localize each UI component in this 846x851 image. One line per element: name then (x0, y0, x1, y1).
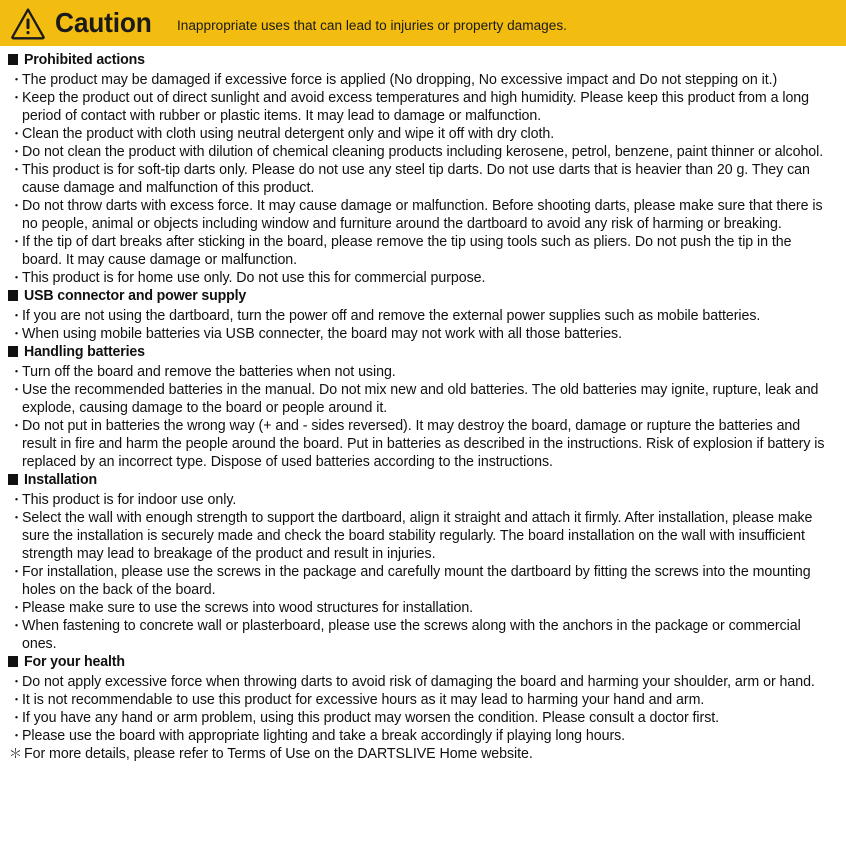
bullet-dot-icon: ・ (10, 692, 24, 707)
bullet-item-text: This product is for home use only. Do not use this for commercial purpose. (22, 270, 486, 286)
bullet-item (8, 161, 840, 197)
bullet-item-text: If you have any hand or arm problem, using this product may worsen the condition. Please consult a doctor first. (22, 710, 720, 726)
bullet-dot-icon: ・ (10, 564, 24, 579)
bullet-item (8, 599, 840, 617)
section-heading (8, 654, 840, 672)
bullet-dot-icon: ・ (10, 674, 24, 689)
section-heading-label: USB connector and power supply (24, 288, 247, 304)
bullet-item-text: This product is for indoor use only. (22, 492, 237, 508)
bullet-dot-icon: ・ (10, 728, 24, 743)
bullet-dot-icon: ・ (10, 90, 24, 105)
bullet-item-text: Select the wall with enough strength to support the dartboard, align it straight and attach it firmly. After installation, please make sure the installation is securely made and check the board stability regularly. The board installation on the wall with insufficient strength may lead to breakage of the product and result in injuries. (22, 510, 813, 562)
bullet-item-text: If the tip of dart breaks after sticking in the board, please remove the tip using tools such as pliers. Do not push the tip in the board. It may cause damage or malfunction. (22, 234, 792, 268)
bullet-dot-icon: ・ (10, 418, 24, 433)
bullet-item-text: Use the recommended batteries in the manual. Do not mix new and old batteries. The old batteries may ignite, rupture, leak and explode, causing damage to the board or people around it. (22, 382, 819, 416)
bullet-dot-icon: ・ (10, 510, 24, 525)
bullet-item-text: Please make sure to use the screws into wood structures for installation. (22, 600, 474, 616)
bullet-dot-icon: ・ (10, 364, 24, 379)
bullet-item (8, 727, 840, 745)
caution-content (0, 46, 846, 763)
section-heading-label: Installation (24, 472, 97, 488)
caution-header-band (0, 0, 846, 46)
bullet-dot-icon: ・ (10, 126, 24, 141)
bullet-dot-icon: ・ (10, 326, 24, 341)
bullet-item-text: Do not clean the product with dilution of chemical cleaning products including kerosene, petrol, benzene, paint thinner or alcohol. (22, 144, 824, 160)
bullet-item-text: Turn off the board and remove the batteries when not using. (22, 364, 396, 380)
section-heading-label: Handling batteries (24, 344, 145, 360)
bullet-item-text: Do not apply excessive force when throwing darts to avoid risk of damaging the board and harming your shoulder, arm or hand. (22, 674, 815, 690)
bullet-dot-icon: ・ (10, 600, 24, 615)
warning-triangle-icon (10, 7, 46, 40)
bullet-dot-icon: ・ (10, 72, 24, 87)
bullet-item-text: Clean the product with cloth using neutral detergent only and wipe it off with dry cloth. (22, 126, 555, 142)
bullet-item-text: Do not throw darts with excess force. It may cause damage or malfunction. Before shooting darts, please make sure that there is no people, animal or objects including window and furniture around the dartboard to avoid any risk of harming or breaking. (22, 198, 823, 232)
bullet-item (8, 307, 840, 325)
bullet-item-text: For installation, please use the screws in the package and carefully mount the dartboard by fitting the screws into the mounting holes on the back of the board. (22, 564, 811, 598)
bullet-item (8, 269, 840, 287)
bullet-dot-icon: ・ (10, 234, 24, 249)
bullet-dot-icon: ・ (10, 618, 24, 633)
bullet-dot-icon: ・ (10, 382, 24, 397)
bullet-item (8, 709, 840, 727)
bullet-item (8, 509, 840, 563)
bullet-item (8, 381, 840, 417)
bullet-item (8, 563, 840, 599)
section-square-icon (8, 54, 18, 65)
bullet-dot-icon: ・ (10, 270, 24, 285)
section-heading (8, 472, 840, 490)
bullet-dot-icon: ・ (10, 198, 24, 213)
bullet-item (8, 143, 840, 161)
bullet-item-text: When fastening to concrete wall or plasterboard, please use the screws along with the anchors in the package or commercial ones. (22, 618, 801, 652)
bullet-item (8, 617, 840, 653)
bullet-dot-icon: ・ (10, 492, 24, 507)
bullet-dot-icon: ・ (10, 144, 24, 159)
asterisk-icon: ＊ (9, 746, 23, 761)
bullet-dot-icon: ・ (10, 308, 24, 323)
bullet-item (8, 491, 840, 509)
bullet-item-text: Keep the product out of direct sunlight and avoid excess temperatures and high humidity. Please keep this product from a long period of contact with rubber or plastic items. It may lead to damage or malfunction. (22, 90, 809, 124)
section-heading (8, 344, 840, 362)
section-square-icon (8, 474, 18, 485)
bullet-item (8, 363, 840, 381)
section-heading (8, 52, 840, 70)
section-heading (8, 288, 840, 306)
bullet-item (8, 197, 840, 233)
bullet-item (8, 417, 840, 471)
bullet-item (8, 71, 840, 89)
section-square-icon (8, 346, 18, 357)
bullet-item (8, 691, 840, 709)
caution-title: Caution (55, 7, 152, 38)
section-heading-label: For your health (24, 654, 125, 670)
bullet-item (8, 125, 840, 143)
footnote-row (8, 745, 840, 763)
section-heading-label: Prohibited actions (24, 52, 145, 68)
bullet-dot-icon: ・ (10, 710, 24, 725)
section-square-icon (8, 290, 18, 301)
bullet-item-text: It is not recommendable to use this product for excessive hours as it may lead to harming your hand and arm. (22, 692, 705, 708)
footnote-text: For more details, please refer to Terms of Use on the DARTSLIVE Home website. (24, 746, 533, 762)
bullet-item-text: Please use the board with appropriate lighting and take a break accordingly if playing long hours. (22, 728, 626, 744)
section-square-icon (8, 656, 18, 667)
sections-container (8, 52, 840, 745)
bullet-item-text: If you are not using the dartboard, turn the power off and remove the external power supplies such as mobile batteries. (22, 308, 761, 324)
bullet-item (8, 89, 840, 125)
bullet-item (8, 673, 840, 691)
bullet-item-text: The product may be damaged if excessive force is applied (No dropping, No excessive impact and Do not stepping on it.) (22, 72, 778, 88)
caution-subtitle: Inappropriate uses that can lead to injuries or property damages. (176, 17, 567, 34)
bullet-item (8, 233, 840, 269)
bullet-item-text: This product is for soft-tip darts only. Please do not use any steel tip darts. Do not use darts that is heavier than 20 g. They can cause damage and malfunction of this product. (22, 162, 810, 196)
bullet-dot-icon: ・ (10, 162, 24, 177)
bullet-item (8, 325, 840, 343)
bullet-item-text: Do not put in batteries the wrong way (+ and - sides reversed). It may destroy the board, damage or rupture the batteries and result in fire and harm the people around the board. Put in batteries as described in the instructions. Risk of explosion if battery is replaced by an incorrect type. Dispose of used batteries according to the instructions. (22, 418, 825, 470)
bullet-item-text: When using mobile batteries via USB connecter, the board may not work with all those batteries. (22, 326, 623, 342)
